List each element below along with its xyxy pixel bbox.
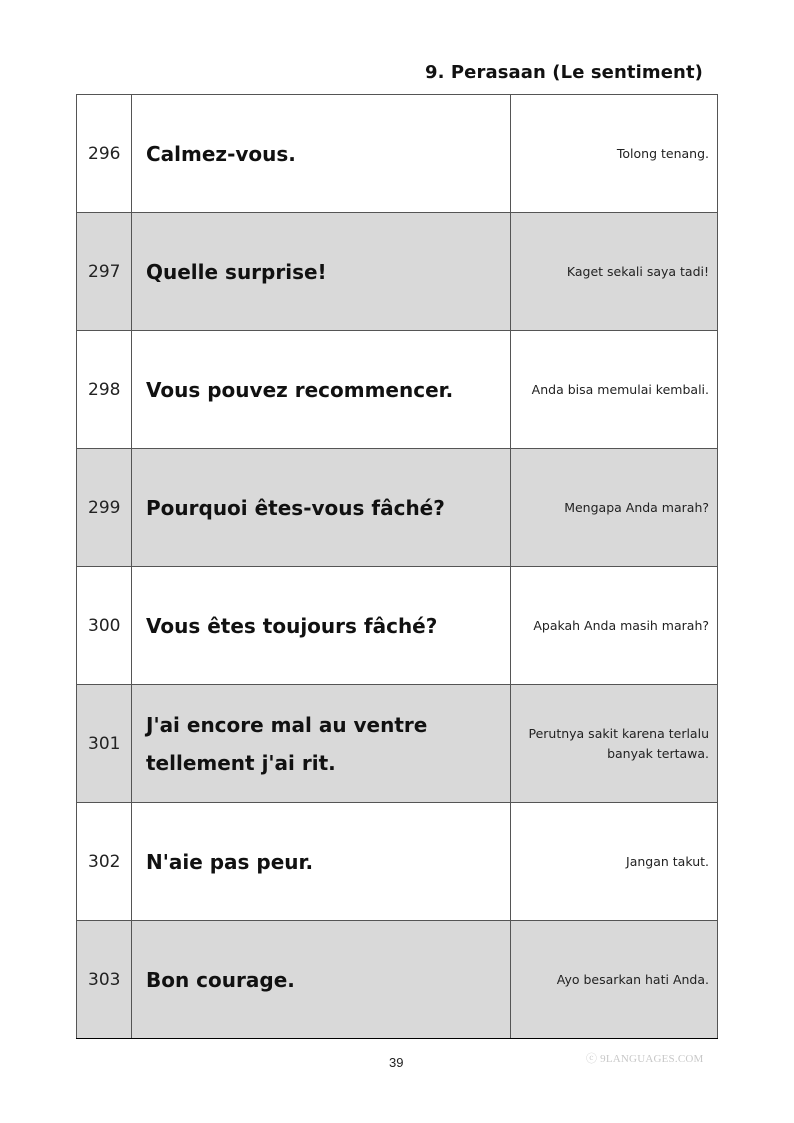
phrase-row [77,803,718,921]
section-title: 9. Perasaan (Le sentiment) [424,62,703,83]
french-phrase: Bon courage. [132,921,511,1039]
french-phrase: J'ai encore mal au ventre tellement j'ai rit. [132,685,511,803]
phrase-number: 303 [77,921,132,1039]
phrase-number: 297 [77,213,132,331]
phrase-number: 301 [77,685,132,803]
phrase-number: 296 [77,95,132,213]
phrase-row [77,685,718,803]
phrase-number: 298 [77,331,132,449]
phrase-number: 299 [77,449,132,567]
indonesian-translation: Apakah Anda masih marah? [511,567,718,685]
copyright-watermark: ⓒ 9LANGUAGES.COM [586,1053,704,1065]
phrase-table [76,94,718,1039]
french-phrase: Calmez-vous. [132,95,511,213]
indonesian-translation: Anda bisa memulai kembali. [511,331,718,449]
french-phrase: Vous pouvez recommencer. [132,331,511,449]
page-number: 39 [389,1055,404,1070]
phrase-number: 300 [77,567,132,685]
french-phrase: Pourquoi êtes-vous fâché? [132,449,511,567]
french-phrase: N'aie pas peur. [132,803,511,921]
indonesian-translation: Kaget sekali saya tadi! [511,213,718,331]
phrase-row [77,213,718,331]
phrase-row [77,567,718,685]
phrase-row [77,331,718,449]
french-phrase: Vous êtes toujours fâché? [132,567,511,685]
phrase-row [77,921,718,1039]
indonesian-translation: Mengapa Anda marah? [511,449,718,567]
phrase-row [77,449,718,567]
indonesian-translation: Jangan takut. [511,803,718,921]
indonesian-translation: Tolong tenang. [511,95,718,213]
phrase-row [77,95,718,213]
indonesian-translation: Ayo besarkan hati Anda. [511,921,718,1039]
french-phrase: Quelle surprise! [132,213,511,331]
phrase-number: 302 [77,803,132,921]
indonesian-translation: Perutnya sakit karena terlalu banyak tertawa. [511,685,718,803]
